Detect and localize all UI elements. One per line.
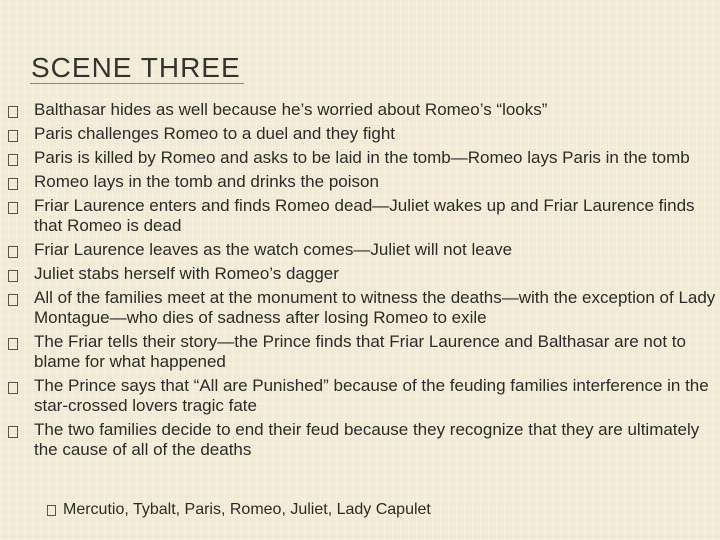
bullet-text: Paris challenges Romeo to a duel and they fight: [34, 124, 396, 143]
list-item: [8, 100, 716, 120]
list-item: [8, 332, 716, 372]
square-bullet-icon: [8, 246, 18, 258]
sub-bullet-text: Mercutio, Tybalt, Paris, Romeo, Juliet, Lady Capulet: [63, 501, 431, 518]
square-bullet-icon: [8, 178, 18, 190]
list-item: [8, 376, 716, 416]
square-bullet-icon: [8, 154, 18, 166]
list-item: [8, 240, 716, 260]
square-bullet-icon: [8, 426, 18, 438]
bullet-text: The two families decide to end their feud because they recognize that they are ultimately the cause of all of the deaths: [34, 420, 700, 459]
bullet-text: Friar Laurence leaves as the watch comes—Juliet will not leave: [34, 240, 513, 259]
list-item: [8, 172, 716, 192]
square-bullet-icon: [8, 294, 18, 306]
bullet-text: The Friar tells their story—the Prince finds that Friar Laurence and Balthasar are not to blame for what happened: [34, 332, 686, 371]
square-bullet-icon: [8, 270, 18, 282]
bullet-list: [8, 100, 716, 464]
bullet-text: Juliet stabs herself with Romeo’s dagger: [34, 264, 339, 283]
square-bullet-icon: [8, 106, 18, 118]
bullet-text: All of the families meet at the monument to witness the deaths—with the exception of Lady Montague—who dies of sadness after losing Romeo to exile: [34, 288, 716, 327]
bullet-text: Romeo lays in the tomb and drinks the poison: [34, 172, 379, 191]
slide-title: SCENE THREE: [31, 52, 241, 83]
square-bullet-icon: [8, 202, 18, 214]
bullet-text: Friar Laurence enters and finds Romeo dead—Juliet wakes up and Friar Laurence finds that Romeo is dead: [34, 196, 695, 235]
list-item: [8, 124, 716, 144]
bullet-text: The Prince says that “All are Punished” because of the feuding families interference in the star-crossed lovers tragic fate: [34, 376, 709, 415]
title-underline: [30, 83, 244, 84]
bullet-text: Paris is killed by Romeo and asks to be laid in the tomb—Romeo lays Paris in the tomb: [34, 148, 690, 167]
square-bullet-icon: [8, 382, 18, 394]
list-item: [8, 420, 716, 460]
list-item: [8, 264, 716, 284]
bullet-text: Balthasar hides as well because he’s worried about Romeo’s “looks”: [34, 100, 548, 119]
square-sub-bullet-icon: [47, 505, 56, 516]
square-bullet-icon: [8, 130, 18, 142]
list-item: [8, 196, 716, 236]
square-bullet-icon: [8, 338, 18, 350]
list-item: [8, 148, 716, 168]
list-item: [8, 288, 716, 328]
